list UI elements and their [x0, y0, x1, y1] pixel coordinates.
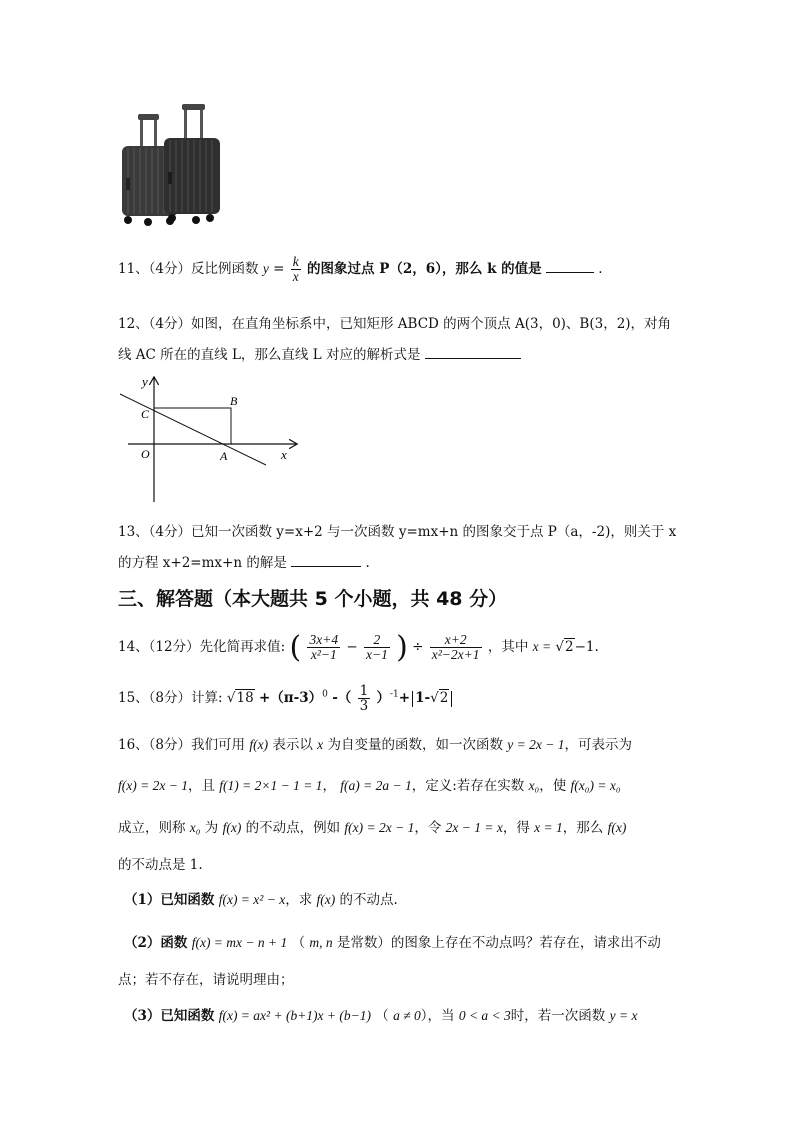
q16-l3h: x = 1	[534, 820, 563, 835]
q11-frac-numerator: k	[292, 254, 299, 269]
section-heading: 三、解答题（本大题共 5 个小题，共 48 分）	[118, 588, 508, 610]
q14-sqrt-val: 2	[565, 639, 574, 655]
question-16-part3	[124, 1004, 637, 1024]
q16-p1d: 的不动点.	[339, 892, 398, 908]
label-y: y	[142, 374, 148, 389]
q16-l3a: 成立，则称	[118, 820, 186, 836]
q11-end: .	[598, 261, 603, 278]
q11-fraction	[291, 255, 301, 284]
q14-rparen: )	[396, 630, 408, 665]
q16-p1b: f(x) = x² − x	[218, 892, 286, 907]
rectangle-abcd	[154, 408, 231, 444]
q14-sqrt: √2	[555, 639, 574, 655]
question-16-part2-line2: 点；若不存在，请说明理由；	[118, 972, 294, 988]
question-16-line4: 的不动点是 1.	[118, 857, 203, 873]
q16-l1c: 为自变量的函数，如一次函数	[327, 737, 503, 753]
q12-line2-text: 线 AC 所在的直线 L，那么直线 L 对应的解析式是	[118, 347, 421, 363]
question-16-line2	[118, 774, 621, 794]
q16-l1d: ，可表示为	[564, 737, 632, 753]
q15-sup1: -1	[390, 689, 399, 700]
q15-sqrt18: √18	[226, 690, 254, 707]
question-11	[118, 255, 603, 284]
q15-frac-num: 1	[359, 683, 369, 699]
q16-l3g: ，得	[502, 820, 530, 836]
q16-p3b: f(x) = ax² + (b+1)x + (b−1)	[218, 1008, 371, 1023]
q14-frac2	[364, 633, 390, 662]
q16-p2e: 是常数）的图象上存在不动点吗？若存在，请求出不动	[336, 935, 661, 951]
coordinate-figure	[110, 372, 310, 507]
q14-frac1	[307, 633, 340, 662]
q16-x: x	[317, 737, 324, 752]
q15-plus2: +	[398, 690, 411, 707]
q14-minus: −	[346, 639, 358, 655]
q16-l2f: ，定义:若存在实数	[411, 778, 525, 794]
question-12-line2	[118, 343, 521, 363]
q15-close: ）	[376, 690, 390, 707]
q15-frac-den: 3	[359, 698, 369, 715]
q16-p3a: （3）已知函数	[124, 1008, 215, 1024]
q14-frac2-den: x−1	[365, 647, 388, 662]
question-16-line1	[118, 733, 632, 753]
q16-l2h: f(x₀) = x₀	[570, 778, 621, 793]
q16-p2c: （	[291, 935, 306, 951]
q16-l2a: f(x) = 2x − 1	[118, 778, 188, 793]
question-12-line1: 12、（4分）如图，在直角坐标系中，已知矩形 ABCD 的两个顶点 A(3，0)、B(3，2)，对角	[118, 316, 672, 332]
q16-l3e: ，令	[414, 820, 442, 836]
q15-sqrt18-val: 18	[236, 690, 254, 707]
question-15	[118, 684, 454, 713]
q13-end: .	[365, 555, 370, 571]
q15-prefix: 15、（8分）计算:	[118, 690, 223, 707]
question-16-line3	[118, 816, 626, 836]
q16-l3f: 2x − 1 = x	[445, 820, 503, 835]
q16-p2d: m, n	[309, 935, 333, 950]
q16-eq1: y = 2x − 1	[507, 737, 565, 752]
q11-text: 的图象过点 P（2，6），那么 k 的值是	[307, 261, 542, 278]
q16-p2b: f(x) = mx − n + 1	[191, 935, 288, 950]
question-14	[118, 630, 599, 665]
q15-abs-left	[412, 691, 413, 707]
q16-fx: f(x)	[249, 737, 269, 752]
q15-frac	[358, 684, 371, 713]
q15-sqrt2-val: 2	[439, 690, 449, 707]
q16-p3g: 时，若一次函数	[510, 1008, 606, 1024]
label-b: B	[230, 394, 238, 408]
q15-sqrt2: √2	[430, 690, 449, 707]
q16-p3f: 0 < a < 3	[458, 1008, 511, 1023]
q15-one: 1-	[415, 690, 431, 707]
q14-where: ，其中	[487, 639, 529, 655]
q16-l2d: ，	[322, 778, 336, 794]
q15-sup0: 0	[322, 689, 328, 700]
q16-l3d: f(x) = 2x − 1	[344, 820, 415, 835]
q14-lparen: (	[289, 630, 302, 665]
label-o: O	[141, 447, 150, 461]
q14-tail: −1.	[574, 639, 599, 655]
q16-p3c: （	[375, 1008, 389, 1024]
q15-abs-right	[451, 691, 452, 707]
q16-l3c: 的不动点，例如	[245, 820, 341, 836]
q16-l2b: ，且	[187, 778, 215, 794]
q15-minus: -（	[332, 690, 352, 707]
q13-answer-blank[interactable]	[291, 554, 361, 567]
q14-frac1-num: 3x+4	[309, 631, 339, 647]
q13-line2-text: 的方程 x+2=mx+n 的解是	[118, 555, 287, 571]
q16-p3h: y = x	[609, 1008, 638, 1023]
q12-answer-blank[interactable]	[425, 346, 521, 359]
q16-l3b: 为	[204, 820, 219, 836]
q11-answer-blank[interactable]	[546, 260, 594, 273]
q16-p2a: （2）函数	[124, 935, 188, 951]
q14-div: ÷	[412, 639, 424, 655]
q11-eq: =	[273, 261, 285, 278]
q14-frac2-num: 2	[364, 633, 390, 648]
q15-plus: +（π-3）	[258, 690, 323, 707]
label-c: C	[141, 407, 150, 421]
q14-frac3-den: x²−2x+1	[431, 647, 480, 662]
q16-p3d: a ≠ 0	[393, 1008, 421, 1023]
q16-l2e: f(a) = 2a − 1	[340, 778, 412, 793]
q11-y: y	[262, 261, 269, 277]
q16-p1c: ，求	[285, 892, 313, 908]
q16-l3i: ，那么	[562, 820, 604, 836]
q16-fx-c: f(x)	[607, 820, 627, 835]
q11-frac-denominator: x	[292, 269, 299, 285]
q14-frac1-den: x²−1	[310, 647, 337, 662]
q16-fx-b: f(x)	[222, 820, 242, 835]
question-13-line2	[118, 551, 370, 571]
question-16-part1	[124, 888, 398, 908]
question-13-line1: 13、（4分）已知一次函数 y=x+2 与一次函数 y=mx+n 的图象交于点 P（a，-2)，则关于 x	[118, 524, 677, 540]
q14-frac3	[430, 633, 482, 662]
q16-x0: x₀	[528, 778, 540, 793]
q16-l2c: f(1) = 2×1 − 1 = 1	[219, 778, 323, 793]
q14-frac3-num: x+2	[430, 633, 482, 648]
q14-prefix: 14、（12分）先化简再求值:	[118, 639, 286, 655]
q16-l1a: 16、（8分）我们可用	[118, 737, 246, 753]
q11-prefix: 11、（4分）反比例函数	[118, 261, 259, 278]
q16-l2g: ，使	[539, 778, 567, 794]
q16-p3e: ），当	[420, 1008, 455, 1024]
q16-l1b: 表示以	[272, 737, 313, 753]
q16-fx-d: f(x)	[316, 892, 336, 907]
q16-p1a: （1）已知函数	[124, 892, 215, 908]
question-16-part2-line1	[124, 931, 661, 951]
label-a: A	[220, 449, 228, 463]
q16-x0-b: x₀	[189, 820, 201, 835]
suitcase-image	[112, 100, 232, 230]
label-x: x	[281, 447, 287, 462]
q14-xeq: x =	[532, 639, 552, 654]
